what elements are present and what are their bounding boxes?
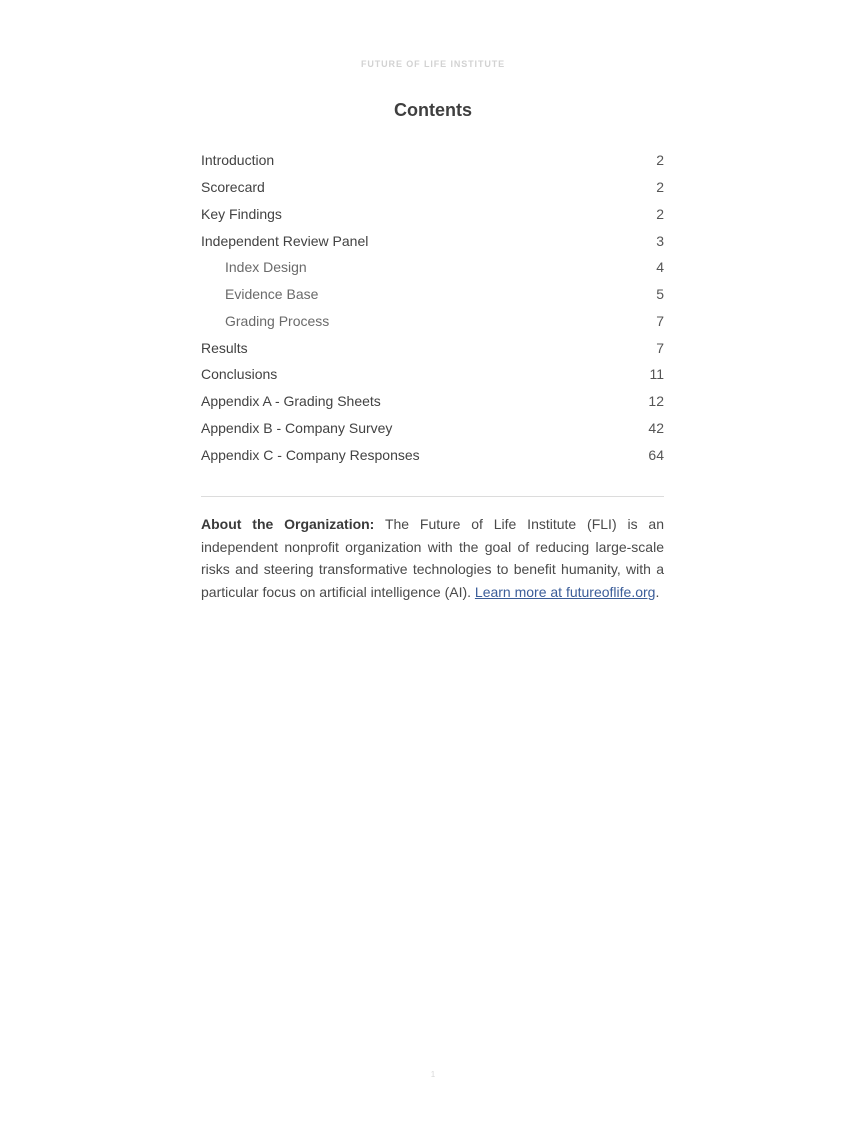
toc-entry-label: Index Design (225, 259, 307, 276)
toc-entry-index-design[interactable] (201, 254, 664, 281)
toc-entry-page: 64 (648, 446, 664, 463)
about-heading: About the Organization: (201, 516, 375, 532)
toc-entry-label: Key Findings (201, 205, 282, 222)
toc-entry-page: 2 (656, 179, 664, 196)
toc-entry-grading-process[interactable] (201, 308, 664, 335)
toc-entry-appendix-c[interactable] (201, 441, 664, 468)
toc-entry-label: Evidence Base (225, 286, 319, 303)
about-body: The Future of Life Institute (FLI) is an independent nonprofit organization with the goal of reducing large-scale risks and steering transformative technologies to benefit humanity, with a particular focus on artificial intelligence (AI). (201, 516, 664, 601)
toc-entry-introduction[interactable] (201, 147, 664, 174)
toc-entry-key-findings[interactable] (201, 201, 664, 228)
section-divider (201, 496, 664, 497)
toc-entry-scorecard[interactable] (201, 174, 664, 201)
toc-entry-independent-review-panel[interactable] (201, 227, 664, 254)
toc-entry-label: Appendix B - Company Survey (201, 419, 393, 436)
toc-entry-evidence-base[interactable] (201, 281, 664, 308)
running-header: FUTURE OF LIFE INSTITUTE (360, 59, 506, 69)
toc-entry-label: Appendix C - Company Responses (201, 446, 420, 463)
about-trailing: . (655, 584, 660, 601)
toc-entry-page: 3 (656, 232, 664, 249)
toc-entry-label: Grading Process (225, 312, 330, 329)
toc-entry-page: 2 (656, 152, 664, 169)
toc-entry-page: 12 (648, 393, 664, 410)
toc-entry-page: 7 (656, 312, 664, 329)
toc-entry-page: 42 (648, 419, 664, 436)
toc-entry-page: 7 (656, 339, 664, 356)
toc-entry-page: 2 (656, 205, 664, 222)
about-organization-paragraph (201, 513, 664, 604)
page-number: 1 (430, 1070, 436, 1079)
toc-entry-page: 5 (656, 286, 664, 303)
toc-entry-label: Independent Review Panel (201, 232, 369, 249)
table-of-contents (201, 147, 664, 468)
toc-entry-page: 4 (656, 259, 664, 276)
contents-title: Contents (394, 100, 472, 120)
toc-entry-label: Results (201, 339, 248, 356)
toc-entry-appendix-a[interactable] (201, 388, 664, 415)
toc-entry-conclusions[interactable] (201, 361, 664, 388)
toc-entry-label: Conclusions (201, 366, 278, 383)
toc-entry-label: Introduction (201, 152, 275, 169)
toc-entry-label: Appendix A - Grading Sheets (201, 393, 381, 410)
learn-more-link[interactable]: Learn more at futureoflife.org (474, 584, 656, 601)
toc-entry-results[interactable] (201, 334, 664, 361)
toc-entry-label: Scorecard (201, 179, 265, 196)
toc-entry-appendix-b[interactable] (201, 415, 664, 442)
toc-entry-page: 11 (649, 366, 664, 383)
